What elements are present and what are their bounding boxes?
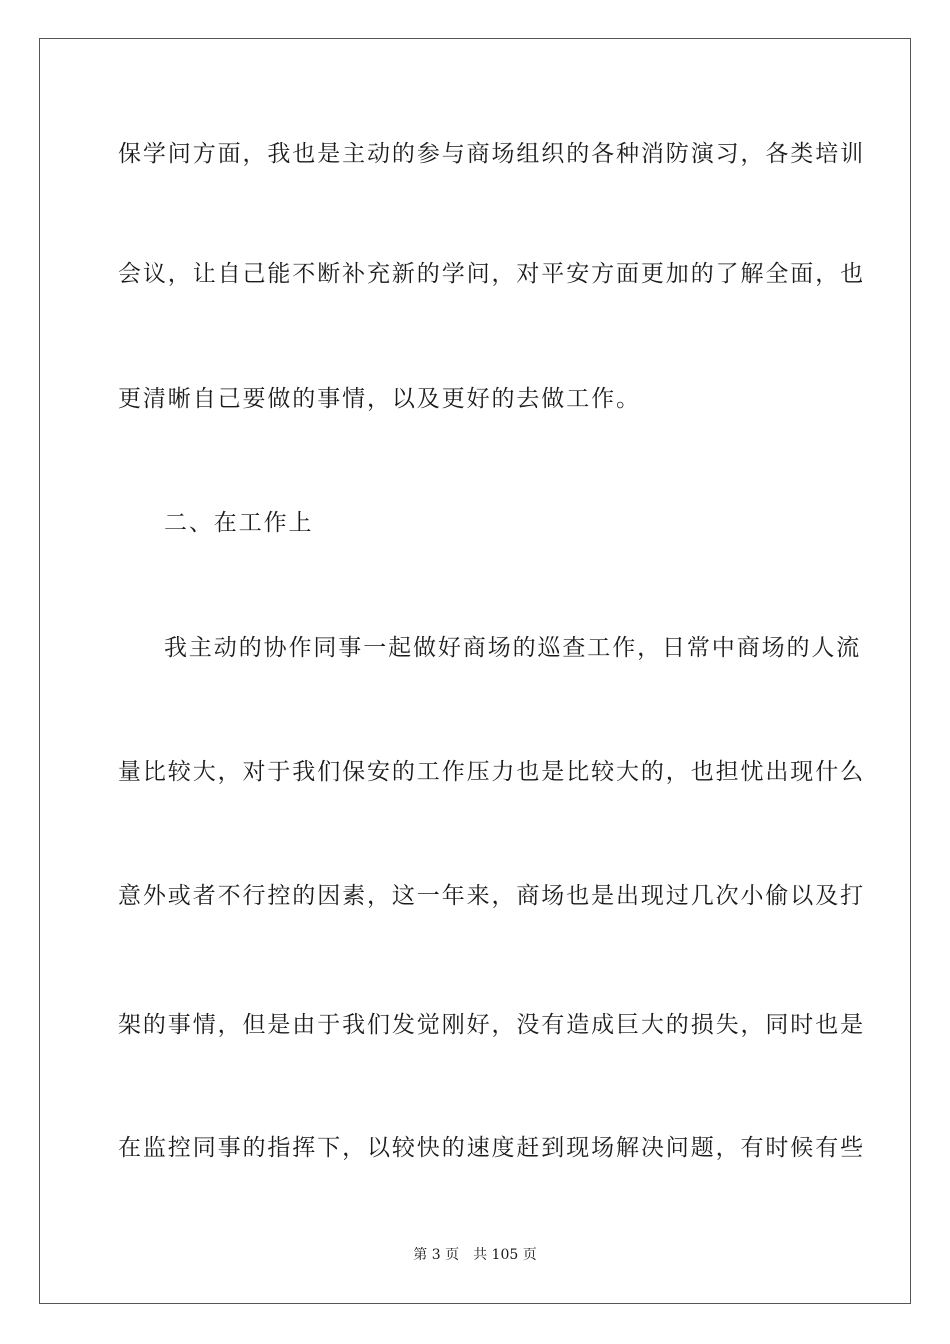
text-line-2: 会议，让自己能不断补充新的学问，对平安方面更加的了解全面，也 <box>118 261 865 287</box>
text-line-6: 量比较大，对于我们保安的工作压力也是比较大的，也担忧出现什么 <box>118 759 865 785</box>
section-heading: 二、在工作上 <box>164 510 314 536</box>
page-frame <box>39 38 911 1304</box>
text-line-8: 架的事情，但是由于我们发觉刚好，没有造成巨大的损失，同时也是 <box>118 1012 865 1038</box>
text-line-3: 更清晰自己要做的事情，以及更好的去做工作。 <box>118 386 641 412</box>
text-line-5: 我主动的协作同事一起做好商场的巡查工作，日常中商场的人流 <box>164 635 862 661</box>
total-pages: 共 105 页 <box>473 1247 537 1263</box>
text-line-9: 在监控同事的指挥下，以较快的速度赶到现场解决问题，有时候有些 <box>118 1135 865 1161</box>
page-footer <box>0 1246 950 1264</box>
text-line-1: 保学问方面，我也是主动的参与商场组织的各种消防演习，各类培训 <box>118 141 865 167</box>
text-line-7: 意外或者不行控的因素，这一年来，商场也是出现过几次小偷以及打 <box>118 883 865 909</box>
page-number: 第 3 页 <box>413 1247 460 1263</box>
